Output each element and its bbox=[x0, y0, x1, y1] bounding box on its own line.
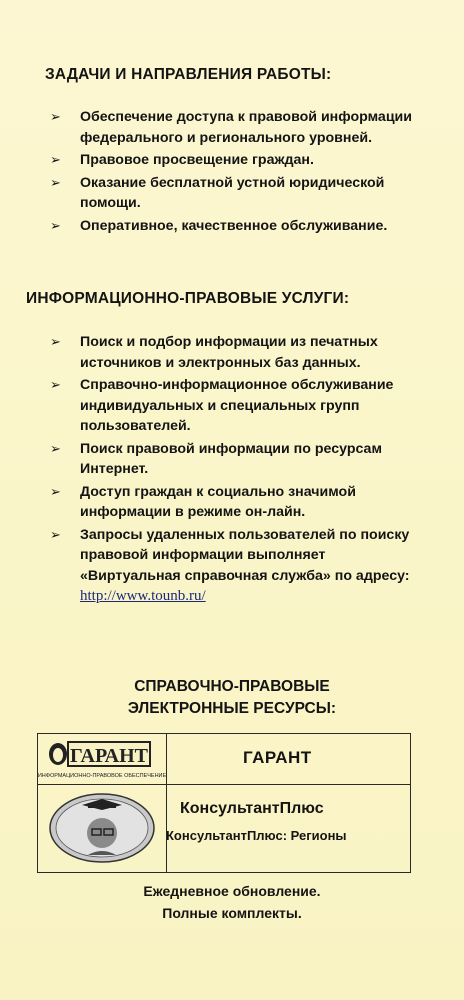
arrow-bullet-icon: ➢ bbox=[50, 334, 61, 349]
consultant-logo bbox=[38, 785, 167, 872]
list-item: ➢ Справочно-информационное обслуживание индивидуальных и специальных групп пользователей. bbox=[50, 377, 394, 434]
list-item: ➢ Обеспечение доступа к правовой информации федерального и регионального уровней. bbox=[50, 109, 412, 146]
footer-note: Ежедневное обновление. Полные комплекты. bbox=[143, 883, 321, 921]
arrow-bullet-icon: ➢ bbox=[50, 377, 61, 392]
arrow-bullet-icon: ➢ bbox=[50, 440, 61, 456]
garant-name: ГАРАНТ bbox=[243, 748, 312, 767]
list-item: ➢ Оказание бесплатной устной юридической помощи. bbox=[50, 174, 385, 211]
arrow-bullet-icon: ➢ bbox=[50, 152, 61, 167]
virtual-help-link[interactable]: http://www.tounb.ru/ bbox=[80, 588, 206, 604]
arrow-bullet-icon: ➢ bbox=[50, 217, 61, 233]
resource-row-consultant bbox=[38, 785, 410, 872]
services-list bbox=[0, 332, 444, 609]
list-item: ➢ Запросы удаленных пользователей по поиску правовой информации выполняет «Виртуальная справочная служба» по адресу: http://www.tounb.ru/ bbox=[50, 526, 410, 604]
consultant-subtitle: КонсультантПлюс: Регионы bbox=[166, 828, 347, 843]
consultant-logo-icon bbox=[38, 785, 166, 872]
garant-logo-icon bbox=[38, 734, 166, 784]
resource-row-garant bbox=[38, 734, 410, 785]
arrow-bullet-icon: ➢ bbox=[50, 109, 61, 124]
consultant-name: КонсультантПлюс bbox=[180, 800, 324, 817]
list-item: ➢ Доступ граждан к социально значимой информации в режиме он-лайн. bbox=[50, 483, 356, 520]
section-title-resources: СПРАВОЧНО-ПРАВОВЫЕ ЭЛЕКТРОННЫЕ РЕСУРСЫ: bbox=[127, 678, 337, 717]
resources-table bbox=[37, 733, 411, 873]
svg-text:ИНФОРМАЦИОННО-ПРАВОВОЕ ОБЕСПЕЧ: ИНФОРМАЦИОННО-ПРАВОВОЕ ОБЕСПЕЧЕНИЕ bbox=[38, 773, 166, 779]
list-item: ➢ Поиск и подбор информации из печатных источников и электронных баз данных. bbox=[50, 334, 378, 371]
tasks-list bbox=[0, 107, 440, 238]
arrow-bullet-icon: ➢ bbox=[50, 483, 61, 499]
list-item: ➢ Оперативное, качественное обслуживание. bbox=[0, 216, 440, 237]
section-title-services: ИНФОРМАЦИОННО-ПРАВОВЫЕ УСЛУГИ: bbox=[26, 290, 350, 307]
list-item: ➢ Правовое просвещение граждан. bbox=[0, 150, 440, 171]
section-title-tasks: ЗАДАЧИ И НАПРАВЛЕНИЯ РАБОТЫ: bbox=[45, 66, 332, 83]
svg-text:ГАРАНТ: ГАРАНТ bbox=[70, 745, 148, 767]
arrow-bullet-icon: ➢ bbox=[50, 174, 61, 190]
garant-logo bbox=[38, 734, 167, 784]
arrow-bullet-icon: ➢ bbox=[50, 526, 61, 542]
list-item: ➢ Поиск правовой информации по ресурсам Интернет. bbox=[50, 440, 382, 477]
